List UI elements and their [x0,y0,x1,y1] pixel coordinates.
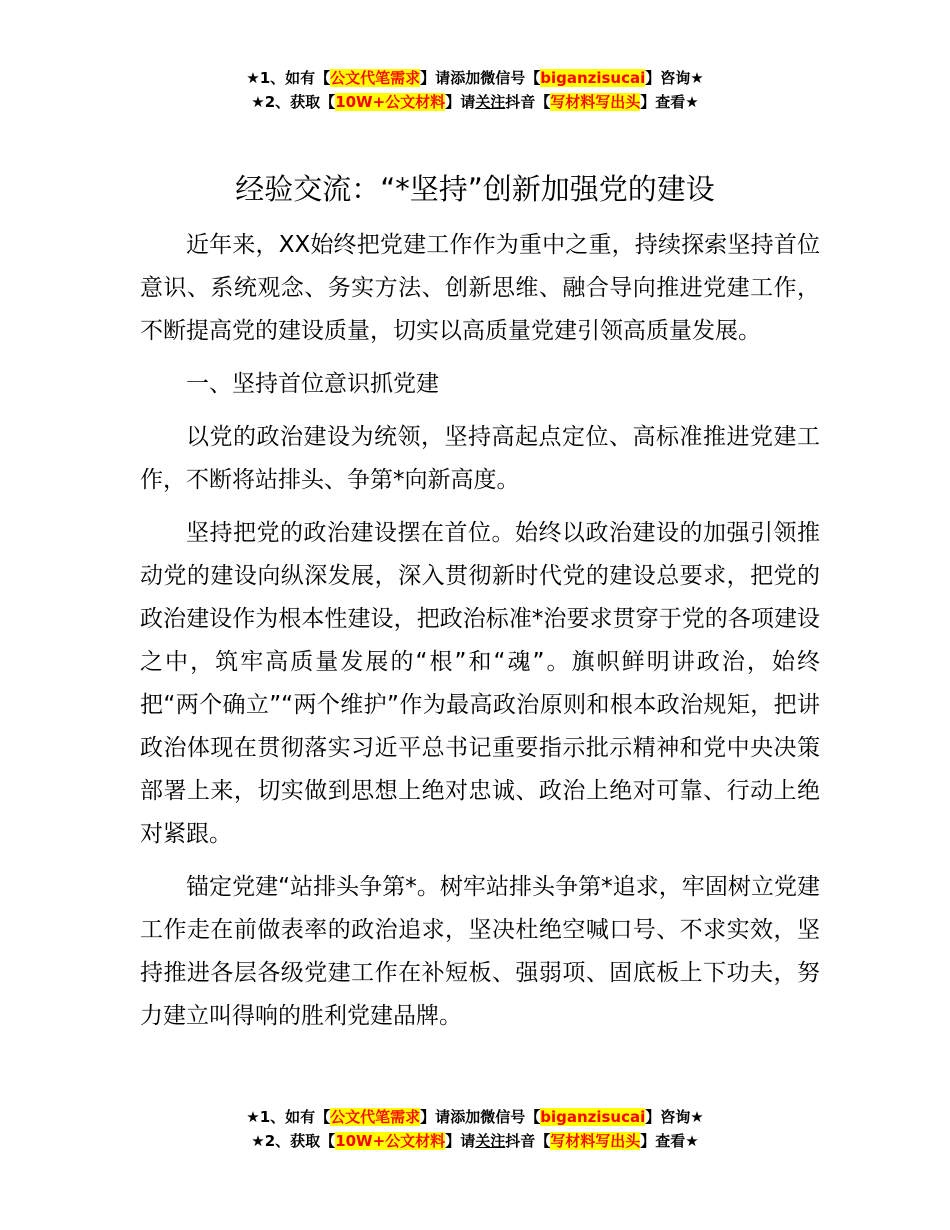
banner-text: 】请 [445,1132,476,1150]
document-title: 经验交流：“*坚持”创新加强党的建设 [235,172,715,206]
banner-text: 】咨询★ [645,1108,704,1126]
body-paragraph: 锚定党建“站排头争第*。树牢站排头争第*追求，牢固树立党建工作走在前做表率的政治追求，坚决杜绝空喊口号、不求实效，坚持推进各层各级党建工作在补短板、强弱项、固底板上下功夫，努力建立叫得响的胜利党建品牌。 [140,874,820,1029]
banner-text: 】请 [445,93,476,111]
banner-line-2 [0,1129,950,1153]
banner-text: ★1、如有【 [246,1108,331,1126]
banner-text: 】查看★ [640,1132,699,1150]
highlighted-text: 公文代笔需求 [330,1108,421,1126]
banner-text: 微信号【 [480,69,541,87]
body-paragraph: 近年来，XX始终把党建工作作为重中之重，持续探索坚持首位意识、系统观念、务实方法、创新思维、融合导向推进党建工作，不断提高党的建设质量，切实以高质量党建引领高质量发展。 [140,232,820,344]
banner-line-2 [0,90,950,114]
banner-text: 抖音【 [505,1132,551,1150]
banner-text: 抖音【 [505,93,551,111]
banner-text: ★2、获取【 [251,93,336,111]
banner-text: 】查看★ [640,93,699,111]
highlighted-text: 公文代笔需求 [330,69,421,87]
banner-text: 添加 [450,1108,481,1126]
banner-text: 】咨询★ [645,69,704,87]
banner-text: 关注 [475,1132,506,1150]
document-body [140,224,820,1048]
highlighted-text: 写材料写出头 [550,93,641,111]
highlighted-text: biganzisucai [540,69,646,87]
banner-text: 】请 [420,1108,451,1126]
banner-text: 微信号【 [480,1108,541,1126]
highlighted-text: biganzisucai [540,1108,646,1126]
body-paragraph: 以党的政治建设为统领，坚持高起点定位、高标准推进党建工作，不断将站排头、争第*向新高度。 [140,424,820,493]
highlighted-text: 写材料写出头 [550,1132,641,1150]
highlighted-text: 10W+公文材料 [335,1132,446,1150]
banner-text: 】请 [420,69,451,87]
highlighted-text: 10W+公文材料 [335,93,446,111]
banner-line-1 [0,1105,950,1129]
banner-text: 添加 [450,69,481,87]
banner-text: ★2、获取【 [251,1132,336,1150]
banner-text: 关注 [475,93,506,111]
banner-line-1 [0,66,950,90]
section-heading: 一、坚持首位意识抓党建 [186,371,439,397]
banner-text: ★1、如有【 [246,69,331,87]
footer-banner [0,1105,950,1153]
body-paragraph: 坚持把党的政治建设摆在首位。始终以政治建设的加强引领推动党的建设向纵深发展，深入贯彻新时代党的建设总要求，把党的政治建设作为根本性建设，把政治标准*治要求贯穿于党的各项建设之中，筑牢高质量发展的“根”和“魂”。旗帜鲜明讲政治，始终把“两个确立”“两个维护”作为最高政治原则和根本政治规矩，把讲政治体现在贯彻落实习近平总书记重要指示批示精神和党中央决策部署上来，切实做到思想上绝对忠诚、政治上绝对可靠、行动上绝对紧跟。 [140,520,820,847]
header-banner [0,66,950,114]
